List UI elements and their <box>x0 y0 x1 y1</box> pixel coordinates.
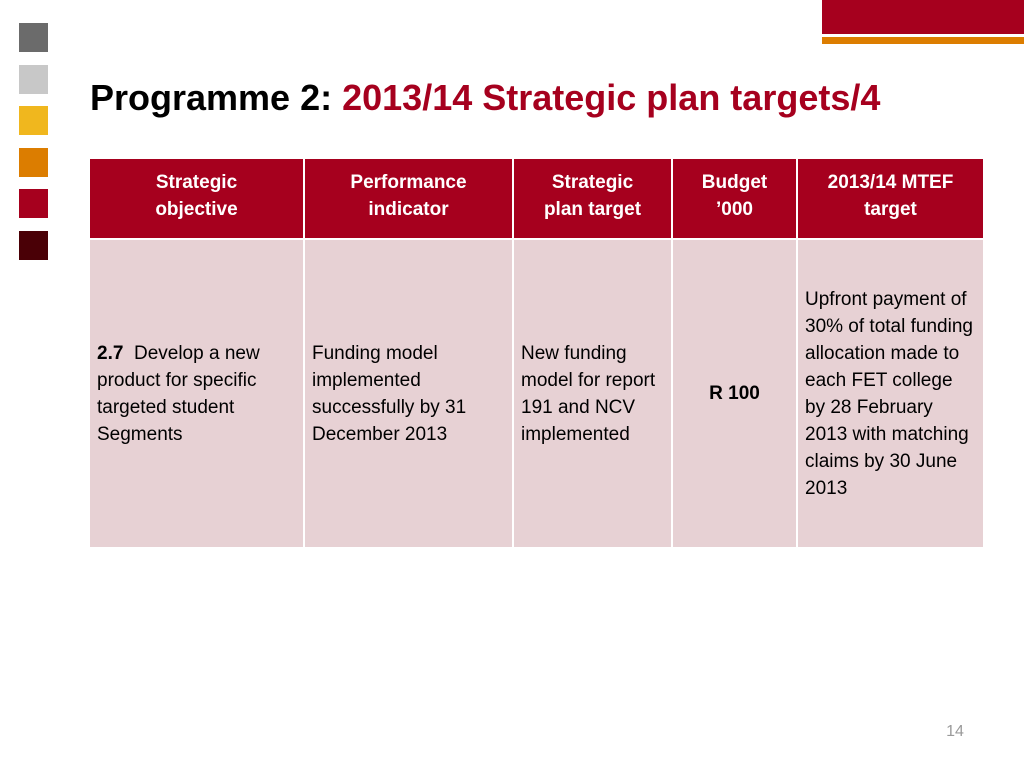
objective-text: Develop a new product for specific targeted student Segments <box>97 342 260 445</box>
top-accent-bar-red <box>822 0 1024 34</box>
table-header-row <box>89 158 984 239</box>
cell-performance-indicator: Funding model implemented successfully by 31 December 2013 <box>304 239 513 548</box>
decor-square-gray-dark <box>19 23 48 52</box>
header-budget: Budget ’000 <box>672 158 797 239</box>
decor-square-gray-light <box>19 65 48 94</box>
slide-title <box>90 74 880 122</box>
header-strategic-plan-target: Strategic plan target <box>513 158 672 239</box>
cell-strategic-plan-target: New funding model for report 191 and NCV implemented <box>513 239 672 548</box>
header-mtef-target: 2013/14 MTEF target <box>797 158 984 239</box>
cell-mtef-target: Upfront payment of 30% of total funding allocation made to each FET college by 28 February 2013 with matching claims by 30 June 2013 <box>797 239 984 548</box>
decor-square-orange <box>19 148 48 177</box>
decor-square-yellow <box>19 106 48 135</box>
header-performance-indicator: Performance indicator <box>304 158 513 239</box>
targets-table <box>88 157 985 549</box>
title-prefix: Programme 2: <box>90 77 333 118</box>
page-number: 14 <box>946 723 964 740</box>
top-accent-bar-orange <box>822 37 1024 44</box>
title-main: 2013/14 Strategic plan targets/4 <box>342 77 881 118</box>
decor-square-red <box>19 189 48 218</box>
cell-strategic-objective <box>89 239 304 548</box>
decor-square-maroon <box>19 231 48 260</box>
cell-budget: R 100 <box>672 239 797 548</box>
objective-number: 2.7 <box>97 342 124 364</box>
header-strategic-objective: Strategic objective <box>89 158 304 239</box>
table-row <box>89 239 984 548</box>
